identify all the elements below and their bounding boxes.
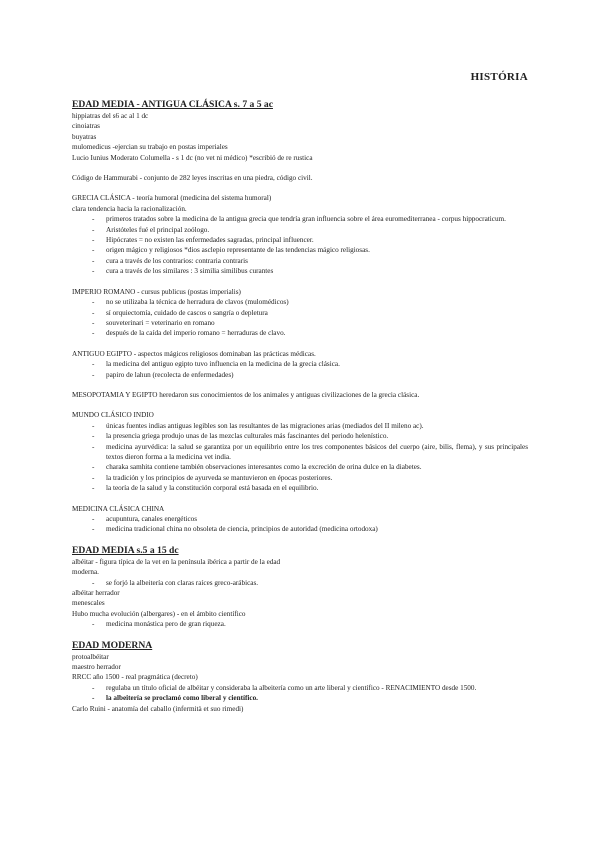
list-item: - después de la caída del imperio romano = herraduras de clavo. — [72, 328, 528, 338]
subsection-title-egipto: ANTIGUO EGIPTO - aspectos mágicos religiosos dominaban las prácticas médicas. — [72, 349, 316, 358]
list-indio — [72, 421, 528, 494]
list-item: - medicina monástica pero de gran riqueza. — [72, 619, 528, 629]
text-line: maestro herrador — [72, 663, 121, 672]
section-heading-edad-media: EDAD MEDIA s.5 a 15 dc — [72, 544, 179, 556]
list-item: - únicas fuentes indias antiguas legibles son las resultantes de las migraciones arias (mediados del II mileno ac). — [72, 421, 528, 431]
list-china — [72, 514, 528, 535]
subsection-subtitle-grecia: clara tendencia hacia la racionalización. — [72, 204, 187, 213]
text-line: Lucio Iunius Moderato Columella - s 1 dc (no vet ni médico) *escribió de re rustica — [72, 153, 313, 162]
document-title: HISTÓRIA — [470, 71, 528, 83]
text-line: RRCC año 1500 - real pragmática (decreto) — [72, 673, 198, 682]
list-item: - Hipócrates = no existen las enfermedades sagradas, principal influencer. — [72, 235, 528, 245]
list-item: - la presencia griega produjo unas de las mezclas culturales más fascinantes del periodo helenístico. — [72, 431, 528, 441]
text-line: mulomedicus -ejercian su trabajo en postas imperiales — [72, 143, 228, 152]
subsection-title-china: MEDICINA CLÁSICA CHINA — [72, 504, 165, 513]
list-imperio — [72, 297, 528, 339]
list-item: - souveterinari = veterinario en romano — [72, 318, 528, 328]
list-item: - no se utilizaba la técnica de herradura de clavos (mulomédicos) — [72, 297, 528, 307]
list-egipto — [72, 359, 528, 380]
text-line: Hubo mucha evolución (albergares) - en el ámbito científico — [72, 609, 246, 618]
list-item: - medicina ayurvédica: la salud se garantiza por un equilibrio entre los tres componentes básicos del cuerpo (aire, bilis, flema), y sus principales textos dieron forma a la medicina vet india. — [72, 442, 528, 463]
document-body — [72, 99, 528, 714]
subsection-title-indio: MUNDO CLÁSICO INDIO — [72, 411, 154, 420]
list-rrcc — [72, 683, 528, 704]
list-item: - la teoría de la salud y la constitución corporal está basada en el equilibrio. — [72, 483, 528, 493]
text-line-mesopotamia: MESOPOTAMIA Y EGIPTO heredaron sus conocimientos de los animales y antiguas civilizaciones de la grecia clásica. — [72, 390, 420, 399]
list-item-bold: - la albeitería se proclamó como liberal y científico. — [72, 693, 528, 703]
list-item: - cura a través de los similares : 3 similia similibus curantes — [72, 266, 528, 276]
list-item: - Aristóteles fué el principal zoólogo. — [72, 225, 528, 235]
text-line: menescales — [72, 599, 105, 608]
list-item: - charaka samhita contiene también observaciones interesantes como la excreción de orina dulce en la diabetes. — [72, 462, 528, 472]
text-line: hippiatras del s6 ac al 1 dc — [72, 112, 149, 120]
section-heading-edad-moderna: EDAD MODERNA — [72, 639, 153, 651]
list-item: - origen mágico y religiosos *dios asclepio representante de las tendencias mágico religiosas. — [72, 245, 528, 255]
text-line: cinoiatras — [72, 122, 100, 131]
subsection-title-imperio: IMPERIO ROMANO - cursus publicus (postas imperialis) — [72, 287, 241, 296]
list-item: - la medicina del antiguo egipto tuvo influencia en la medicina de la grecia clásica. — [72, 359, 528, 369]
text-line: moderna. — [72, 568, 99, 577]
list-item: - cura a través de los contrarios: contraria contraris — [72, 256, 528, 266]
text-line: Carlo Ruini - anatomía del caballo (infermità et suo rimedi) — [72, 704, 244, 713]
list-item: - papiro de lahun (recolecta de enfermedades) — [72, 370, 528, 380]
list-item: - la tradición y los principios de ayurveda se mantuvieron en épocas posteriores. — [72, 473, 528, 483]
text-line-hammurabi: Código de Hammurabi - conjunto de 282 leyes inscritas en una piedra, código civil. — [72, 174, 313, 183]
text-line: protoalbéitar — [72, 652, 109, 661]
text-line: buyatras — [72, 132, 97, 141]
list-grecia — [72, 214, 528, 276]
list-item: - primeros tratados sobre la medicina de la antigua grecia que tendría gran influencia sobre el área euromediterranea - corpus hippocraticum. — [72, 214, 528, 224]
text-line: albéitar - figura típica de la vet en la península ibérica a partir de la edad — [72, 557, 281, 566]
list-item: - regulaba un título oficial de albéitar y consideraba la albeitería como un arte liberal y científico - RENACIMIENTO desde 1500. — [72, 683, 528, 693]
list-item: - sí orquiectomía, cuidado de cascos o sangría o depletura — [72, 308, 528, 318]
list-item: - acupuntura, canales energéticos — [72, 514, 528, 524]
list-item: - se forjó la albeitería con claras raíces greco-arábicas. — [72, 578, 528, 588]
section-heading-edad-media-antigua: EDAD MEDIA - ANTIGUA CLÁSICA s. 7 a 5 ac — [72, 99, 273, 110]
list-albeiteria — [72, 578, 528, 588]
list-monastica — [72, 619, 528, 629]
list-item: - medicina tradicional china no obsoleta de ciencia, principios de autoridad (medicina ortodoxa) — [72, 524, 528, 534]
text-line: albéitar herrador — [72, 589, 120, 598]
subsection-title-grecia: GRECIA CLÁSICA - teoría humoral (medicina del sistema humoral) — [72, 194, 272, 203]
